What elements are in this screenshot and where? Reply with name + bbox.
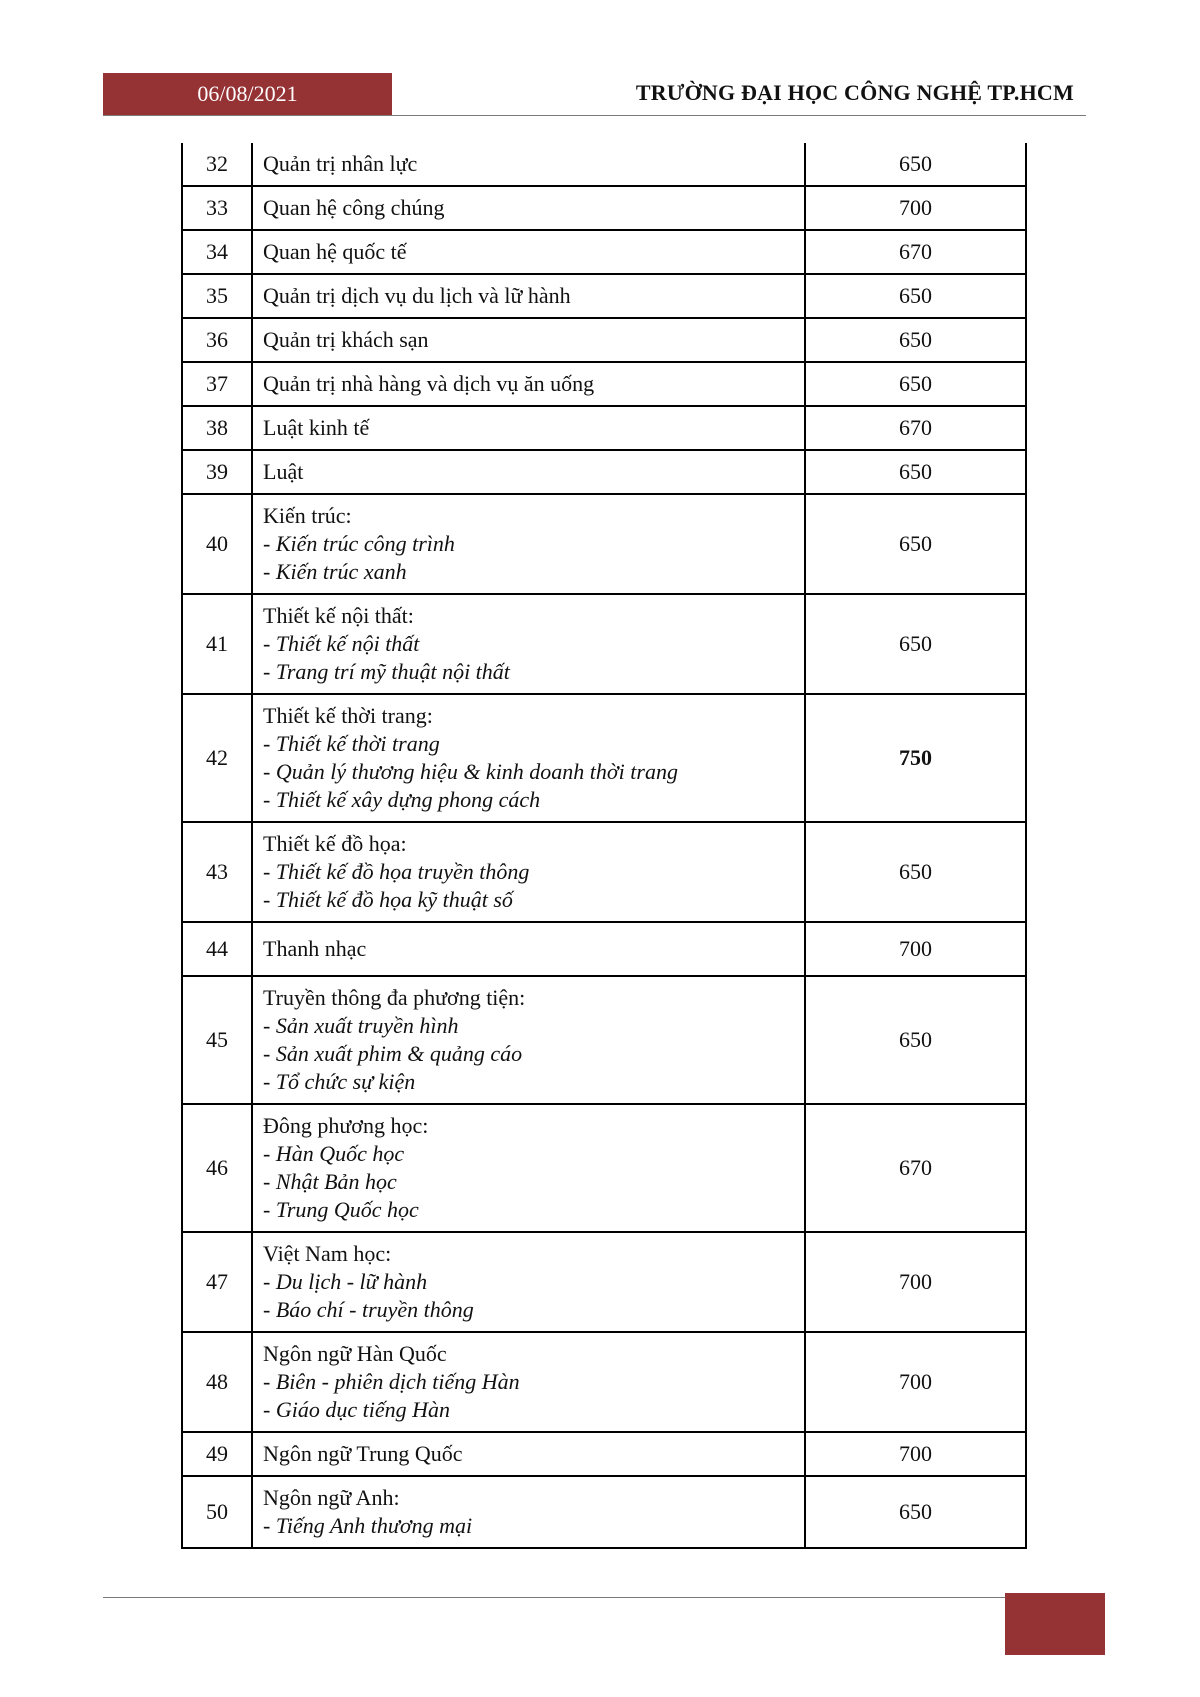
score-cell: 650 <box>805 143 1026 186</box>
table-row <box>182 922 1026 976</box>
row-number: 42 <box>182 694 252 822</box>
table-row <box>182 406 1026 450</box>
row-number: 43 <box>182 822 252 922</box>
score-cell: 700 <box>805 1432 1026 1476</box>
program-name: Ngôn ngữ Anh: <box>263 1485 400 1510</box>
program-name: Quản trị dịch vụ du lịch và lữ hành <box>263 283 571 308</box>
program-name: Quan hệ quốc tế <box>263 239 407 264</box>
program-specialization: - Thiết kế đồ họa kỹ thuật số <box>263 887 513 912</box>
score-cell: 700 <box>805 1232 1026 1332</box>
program-name: Truyền thông đa phương tiện: <box>263 985 526 1010</box>
table-row <box>182 274 1026 318</box>
program-name: Ngôn ngữ Trung Quốc <box>263 1441 463 1466</box>
row-number: 32 <box>182 143 252 186</box>
program-name: Luật <box>263 459 304 484</box>
program-specialization: - Giáo dục tiếng Hàn <box>263 1397 450 1422</box>
score-cell: 700 <box>805 186 1026 230</box>
table-row <box>182 362 1026 406</box>
program-cell <box>252 1104 805 1232</box>
program-name: Thiết kế đồ họa: <box>263 831 407 856</box>
row-number: 48 <box>182 1332 252 1432</box>
score-cell: 650 <box>805 274 1026 318</box>
program-specialization: - Thiết kế xây dựng phong cách <box>263 787 541 812</box>
score-cell: 650 <box>805 318 1026 362</box>
program-specialization: - Sản xuất truyền hình <box>263 1013 459 1038</box>
header-divider <box>103 115 1086 116</box>
row-number: 34 <box>182 230 252 274</box>
program-specialization: - Quản lý thương hiệu & kinh doanh thời trang <box>263 759 678 784</box>
score-cell: 750 <box>805 694 1026 822</box>
row-number: 46 <box>182 1104 252 1232</box>
program-cell <box>252 450 805 494</box>
program-cell <box>252 143 805 186</box>
program-specialization: - Biên - phiên dịch tiếng Hàn <box>263 1369 520 1394</box>
program-name: Quản trị khách sạn <box>263 327 429 352</box>
program-name: Luật kinh tế <box>263 415 370 440</box>
score-cell: 650 <box>805 450 1026 494</box>
row-number: 38 <box>182 406 252 450</box>
program-cell <box>252 186 805 230</box>
row-number: 49 <box>182 1432 252 1476</box>
table-row <box>182 230 1026 274</box>
score-cell: 670 <box>805 406 1026 450</box>
program-specialization: - Hàn Quốc học <box>263 1141 405 1166</box>
row-number: 39 <box>182 450 252 494</box>
header-date: 06/08/2021 <box>103 73 392 115</box>
row-number: 36 <box>182 318 252 362</box>
program-cell <box>252 922 805 976</box>
program-name: Quản trị nhà hàng và dịch vụ ăn uống <box>263 371 595 396</box>
row-number: 44 <box>182 922 252 976</box>
program-specialization: - Trung Quốc học <box>263 1197 419 1222</box>
table-row <box>182 976 1026 1104</box>
program-cell <box>252 594 805 694</box>
table-row <box>182 1332 1026 1432</box>
row-number: 47 <box>182 1232 252 1332</box>
program-specialization: - Du lịch - lữ hành <box>263 1269 428 1294</box>
row-number: 35 <box>182 274 252 318</box>
program-name: Thiết kế thời trang: <box>263 703 433 728</box>
program-name: Thanh nhạc <box>263 936 367 961</box>
program-specialization: - Nhật Bản học <box>263 1169 397 1194</box>
table-row <box>182 694 1026 822</box>
table-row <box>182 594 1026 694</box>
institution-title: TRƯỜNG ĐẠI HỌC CÔNG NGHỆ TP.HCM <box>635 80 1074 105</box>
program-cell <box>252 318 805 362</box>
table-row <box>182 822 1026 922</box>
row-number: 41 <box>182 594 252 694</box>
program-cell <box>252 406 805 450</box>
program-name: Kiến trúc: <box>263 503 352 528</box>
table-row <box>182 186 1026 230</box>
score-cell: 670 <box>805 1104 1026 1232</box>
program-specialization: - Thiết kế thời trang <box>263 731 440 756</box>
score-cell: 650 <box>805 362 1026 406</box>
score-cell: 650 <box>805 822 1026 922</box>
program-name: Việt Nam học: <box>263 1241 392 1266</box>
table-row <box>182 143 1026 186</box>
score-table-body <box>182 143 1026 1548</box>
row-number: 37 <box>182 362 252 406</box>
program-cell <box>252 1432 805 1476</box>
row-number: 50 <box>182 1476 252 1548</box>
table-row <box>182 1432 1026 1476</box>
score-cell: 700 <box>805 922 1026 976</box>
row-number: 40 <box>182 494 252 594</box>
footer-accent-box <box>1005 1593 1105 1655</box>
program-cell <box>252 362 805 406</box>
program-name: Thiết kế nội thất: <box>263 603 414 628</box>
table-row <box>182 450 1026 494</box>
program-cell <box>252 976 805 1104</box>
score-cell: 650 <box>805 594 1026 694</box>
program-cell <box>252 1332 805 1432</box>
program-specialization: - Kiến trúc xanh <box>263 559 407 584</box>
row-number: 45 <box>182 976 252 1104</box>
program-cell <box>252 494 805 594</box>
program-cell <box>252 1476 805 1548</box>
program-specialization: - Kiến trúc công trình <box>263 531 455 556</box>
table-row <box>182 1104 1026 1232</box>
program-cell <box>252 1232 805 1332</box>
program-cell <box>252 694 805 822</box>
table-row <box>182 1476 1026 1548</box>
program-name: Ngôn ngữ Hàn Quốc <box>263 1341 447 1366</box>
score-cell: 670 <box>805 230 1026 274</box>
score-table <box>181 143 1027 1549</box>
program-specialization: - Báo chí - truyền thông <box>263 1297 474 1322</box>
program-cell <box>252 274 805 318</box>
program-specialization: - Sản xuất phim & quảng cáo <box>263 1041 523 1066</box>
score-cell: 650 <box>805 976 1026 1104</box>
table-row <box>182 318 1026 362</box>
program-specialization: - Tổ chức sự kiện <box>263 1069 416 1094</box>
score-cell: 650 <box>805 494 1026 594</box>
table-row <box>182 1232 1026 1332</box>
row-number: 33 <box>182 186 252 230</box>
program-specialization: - Thiết kế đồ họa truyền thông <box>263 859 530 884</box>
program-cell <box>252 230 805 274</box>
score-cell: 700 <box>805 1332 1026 1432</box>
program-specialization: - Trang trí mỹ thuật nội thất <box>263 659 510 684</box>
program-name: Quản trị nhân lực <box>263 151 418 176</box>
program-specialization: - Thiết kế nội thất <box>263 631 420 656</box>
score-cell: 650 <box>805 1476 1026 1548</box>
program-name: Đông phương học: <box>263 1113 429 1138</box>
footer-divider <box>103 1597 1008 1598</box>
program-cell <box>252 822 805 922</box>
table-row <box>182 494 1026 594</box>
program-specialization: - Tiếng Anh thương mại <box>263 1513 473 1538</box>
program-name: Quan hệ công chúng <box>263 195 445 220</box>
